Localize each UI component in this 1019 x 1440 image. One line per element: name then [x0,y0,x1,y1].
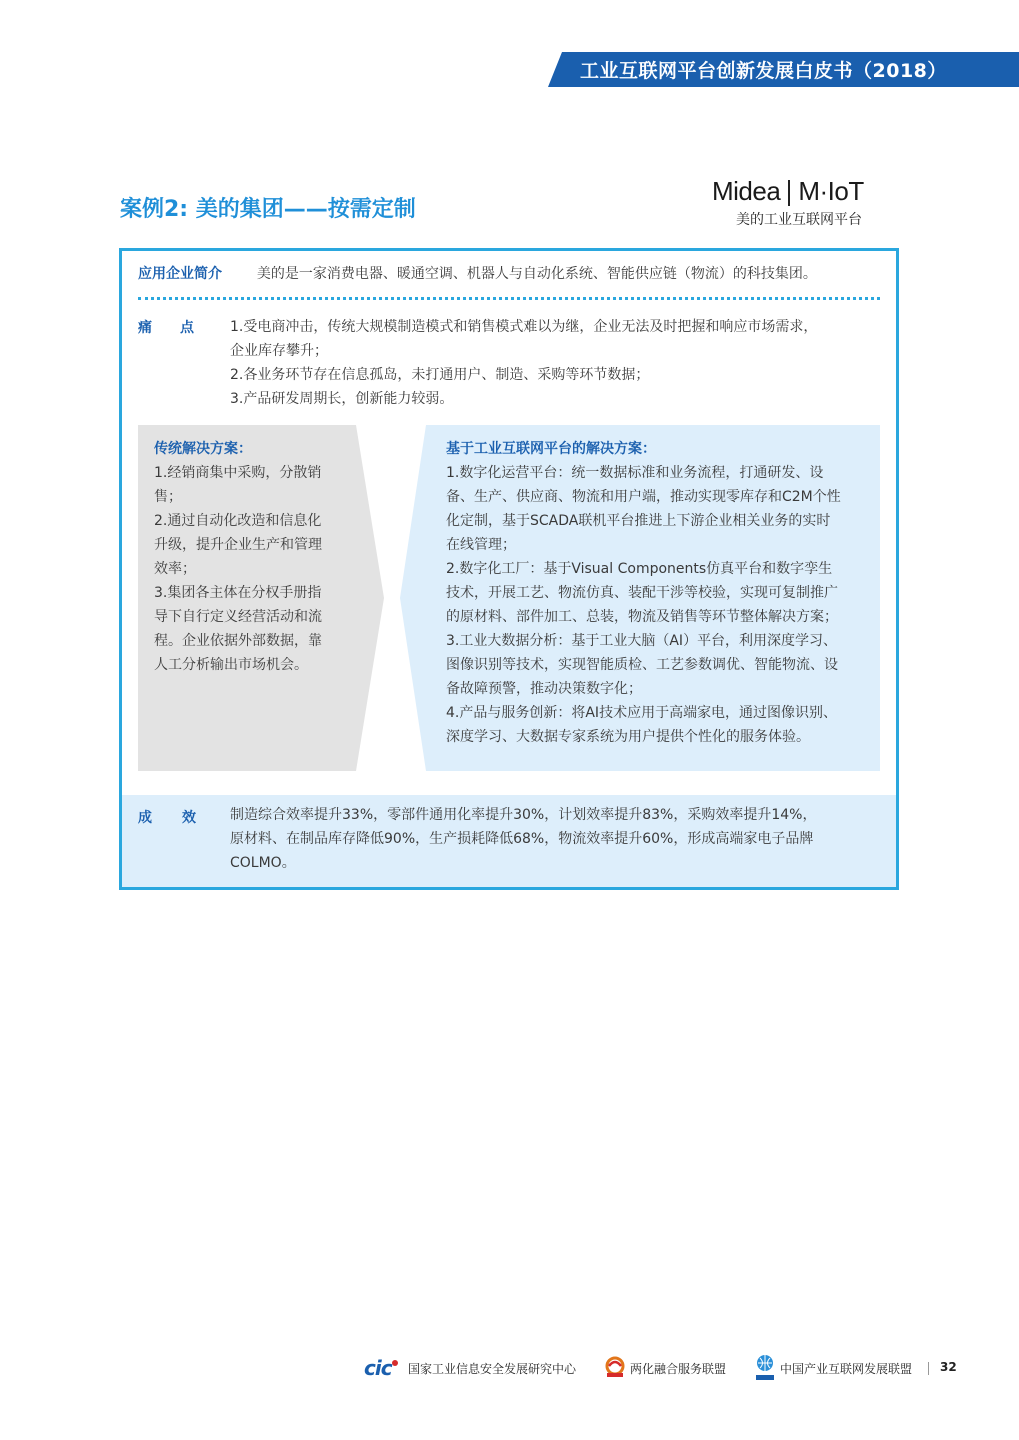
pain-line: 企业库存攀升； [230,343,328,359]
platform-line: 4.产品与服务创新：将AI技术应用于高端家电，通过图像识别、 [446,705,838,721]
traditional-line: 升级，提升企业生产和管理 [154,537,322,553]
csaw-logo-icon [604,1356,626,1378]
dotted-divider [138,297,880,300]
platform-line: 在线管理； [446,537,516,553]
case-title: 案例2: 美的集团——按需定制 [120,197,416,222]
pain-text [230,315,880,411]
footer-org-cic: 国家工业信息安全发展研究中心 [408,1362,577,1376]
result-line: 制造综合效率提升33%，零部件通用化率提升30%，计划效率提升83%，采购效率提升14%， [230,807,817,823]
idac-logo-icon [754,1354,776,1382]
traditional-line: 2.通过自动化改造和信息化 [154,513,322,529]
traditional-line: 效率； [154,561,196,577]
cic-logo: cic [364,1356,398,1380]
traditional-solution-title: 传统解决方案： [154,441,252,457]
footer-org-idac: 中国产业互联网发展联盟 [780,1362,913,1376]
miot-logo-text: M·IoT [798,176,864,206]
platform-line: 备故障预警，推动决策数字化； [446,681,642,697]
result-label: 成效 [138,810,226,826]
traditional-line: 导下自行定义经营活动和流 [154,609,322,625]
platform-line: 备、生产、供应商、物流和用户端，推动实现零库存和C2M个性 [446,489,841,505]
platform-line: 化定制，基于SCADA联机平台推进上下游企业相关业务的实时 [446,513,831,529]
document-title: 工业互联网平台创新发展白皮书（2018） [580,60,947,82]
platform-line: 图像识别等技术，实现智能质检、工艺参数调优、智能物流、设 [446,657,838,673]
traditional-line: 程。企业依据外部数据，靠 [154,633,322,649]
logo-subtitle: 美的工业互联网平台 [736,212,862,228]
platform-solution-text [446,437,876,749]
intro-text: 美的是一家消费电器、暖通空调、机器人与自动化系统、智能供应链（物流）的科技集团。 [256,266,817,282]
traditional-solution-text [154,437,352,677]
page-number: 32 [940,1360,957,1374]
midea-logo-text: Midea [712,176,781,206]
platform-line: 1.数字化运营平台：统一数据标准和业务流程，打通研发、设 [446,465,824,481]
result-line: COLMO。 [230,855,296,871]
page-separator [928,1362,929,1375]
platform-line: 深度学习、大数据专家系统为用户提供个性化的服务体验。 [446,729,810,745]
traditional-line: 售； [154,489,182,505]
pain-line: 1.受电商冲击，传统大规模制造模式和销售模式难以为继，企业无法及时把握和响应市场需求， [230,319,818,335]
intro-label: 应用企业简介 [138,266,222,282]
cic-logo-dot [392,1360,398,1366]
result-line: 原材料、在制品库存降低90%，生产损耗降低68%，物流效率提升60%，形成高端家电子品牌 [230,831,814,847]
footer-org-csaw: 两化融合服务联盟 [630,1362,727,1376]
logo-divider [788,180,790,206]
footer [364,1356,964,1386]
platform-line: 的原材料、部件加工、总装，物流及销售等环节整体解决方案； [446,609,838,625]
result-text [230,803,885,875]
platform-line: 3.工业大数据分析：基于工业大脑（AI）平台，利用深度学习、 [446,633,838,649]
traditional-line: 3.集团各主体在分权手册指 [154,585,322,601]
pain-line: 2.各业务环节存在信息孤岛，未打通用户、制造、采购等环节数据； [230,367,650,383]
traditional-line: 1.经销商集中采购，分散销 [154,465,322,481]
platform-line: 技术，开展工艺、物流仿真、装配干涉等校验，实现可复制推广 [446,585,838,601]
traditional-line: 人工分析输出市场机会。 [154,657,308,673]
pain-label: 痛点 [138,320,222,336]
case-card [119,248,899,890]
platform-solution-title: 基于工业互联网平台的解决方案： [446,441,656,457]
pain-line: 3.产品研发周期长，创新能力较弱。 [230,391,454,407]
midea-miot-logo [712,176,902,229]
intro-row [138,263,880,285]
platform-line: 2.数字化工厂：基于Visual Components仿真平台和数字孪生 [446,561,833,577]
